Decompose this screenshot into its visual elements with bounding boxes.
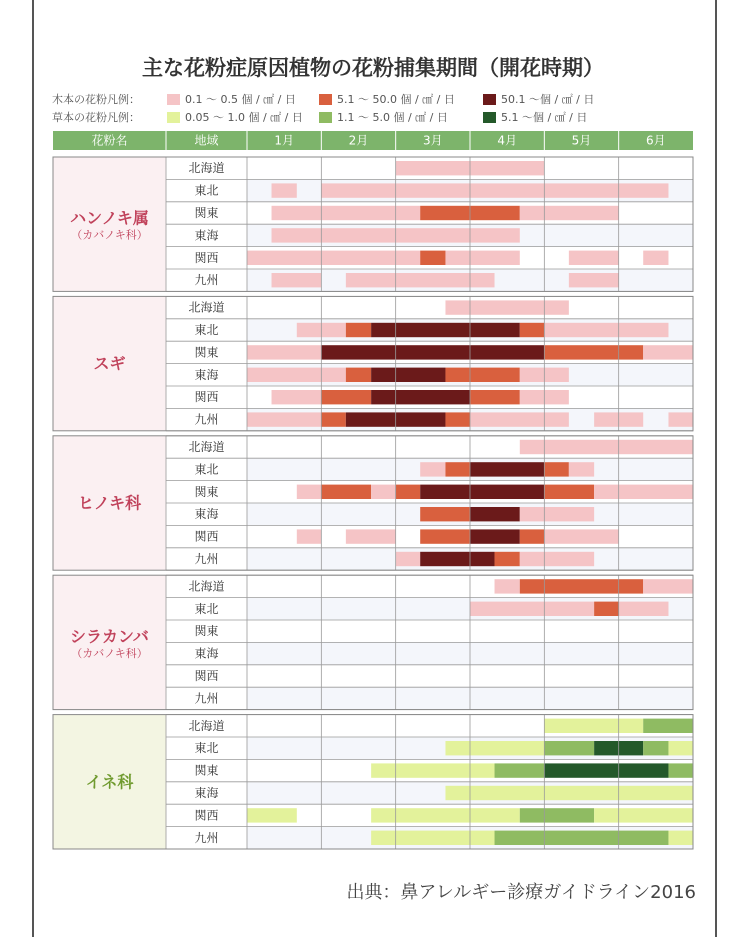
bar-level-1 [297, 529, 322, 543]
bar-level-2 [470, 390, 520, 404]
bar-level-1 [544, 529, 618, 543]
bar-level-1 [272, 183, 297, 197]
plant-subname: （カバノキ科） [71, 228, 148, 242]
source-citation: 出典：鼻アレルギー診療ガイドライン2016 [346, 882, 696, 903]
region-label: 北海道 [188, 440, 225, 454]
header-month: 6月 [646, 133, 666, 148]
bar-level-1 [371, 808, 520, 822]
bar-level-2 [396, 485, 421, 499]
region-label: 九州 [194, 273, 219, 288]
group-1 [53, 296, 693, 430]
bar-level-1 [272, 206, 421, 220]
bar-level-1 [619, 602, 669, 616]
region-label: 九州 [194, 412, 219, 427]
region-label: 関東 [194, 624, 219, 639]
bar-level-2 [420, 251, 445, 265]
bar-level-2 [520, 579, 643, 593]
region-label: 九州 [194, 691, 219, 706]
bar-level-3 [420, 552, 494, 566]
bar-level-1 [544, 323, 668, 337]
group-4 [53, 715, 693, 849]
bar-level-1 [668, 412, 693, 426]
bar-level-2 [445, 368, 519, 382]
region-label: 東海 [194, 367, 219, 382]
bar-level-3 [371, 390, 470, 404]
bar-level-2 [495, 831, 669, 845]
bar-level-2 [495, 552, 520, 566]
region-label: 関西 [194, 808, 219, 823]
bar-level-1 [247, 412, 321, 426]
bar-level-1 [371, 485, 396, 499]
plant-name: ハンノキ属 [70, 208, 149, 228]
group-2 [53, 436, 693, 570]
bar-level-1 [371, 763, 494, 777]
bar-level-1 [321, 183, 668, 197]
region-label: 東海 [194, 228, 219, 243]
tree-level-2-label: 5.1 ～ 50.0 個 / ㎠ / 日 [337, 93, 455, 106]
chart-title: 主な花粉症原因植物の花粉捕集期間（開花時期） [142, 56, 604, 80]
bar-level-1 [346, 529, 396, 543]
bar-level-1 [445, 300, 568, 314]
header-month: 5月 [571, 133, 592, 148]
bar-level-1 [396, 552, 421, 566]
bar-level-1 [520, 507, 594, 521]
bar-level-1 [297, 485, 322, 499]
bar-level-2 [321, 390, 371, 404]
region-label: 関東 [194, 206, 219, 220]
bar-level-2 [420, 529, 470, 543]
bar-level-1 [495, 579, 520, 593]
bar-level-1 [445, 786, 693, 800]
bar-level-2 [520, 808, 594, 822]
region-label: 九州 [194, 552, 219, 566]
header-bar [53, 131, 693, 150]
region-label: 関西 [194, 529, 219, 544]
bar-level-1 [247, 345, 321, 359]
bar-level-2 [346, 368, 371, 382]
bar-level-2 [544, 741, 594, 755]
region-label: 東北 [194, 601, 219, 616]
bar-level-2 [643, 741, 668, 755]
header-plant-col: 花粉名 [91, 133, 128, 148]
bar-level-3 [420, 485, 544, 499]
bar-level-3 [470, 507, 520, 521]
region-label: 東海 [194, 786, 219, 800]
bar-level-2 [321, 412, 346, 426]
bar-level-1 [544, 719, 643, 733]
region-label: 北海道 [188, 161, 225, 176]
bar-level-1 [668, 831, 693, 845]
bar-level-3 [544, 763, 668, 777]
group-0 [53, 157, 693, 291]
region-label: 北海道 [188, 579, 225, 594]
bar-level-1 [569, 251, 619, 265]
region-label: 関東 [194, 345, 219, 360]
bar-level-1 [668, 741, 693, 755]
header-month: 1月 [274, 133, 294, 148]
bar-level-2 [445, 462, 470, 476]
bar-level-1 [643, 251, 668, 265]
region-label: 東北 [194, 462, 219, 477]
bar-level-2 [643, 719, 693, 733]
plant-name: イネ科 [85, 772, 134, 792]
region-label: 東海 [194, 646, 219, 661]
region-label: 北海道 [188, 718, 225, 733]
bar-level-1 [272, 273, 322, 287]
region-label: 北海道 [188, 300, 225, 315]
region-label: 東北 [194, 183, 219, 198]
bar-level-2 [346, 323, 371, 337]
bar-level-1 [520, 440, 693, 454]
region-label: 九州 [194, 830, 219, 845]
group-3 [53, 575, 693, 709]
grass-level-2-label: 1.1 ～ 5.0 個 / ㎠ / 日 [337, 111, 448, 124]
bar-level-1 [520, 552, 594, 566]
bar-level-2 [544, 462, 569, 476]
region-label: 東北 [194, 741, 219, 756]
bar-level-1 [470, 602, 594, 616]
bar-level-1 [371, 831, 494, 845]
bar-level-3 [470, 462, 544, 476]
region-label: 関西 [194, 250, 219, 265]
bar-level-1 [470, 412, 569, 426]
region-label: 東海 [194, 507, 219, 522]
bar-level-3 [371, 368, 445, 382]
bar-level-1 [420, 462, 445, 476]
bar-level-1 [247, 808, 297, 822]
grass-legend-label: 草本の花粉凡例： [52, 111, 140, 124]
plant-name: シラカンバ [70, 626, 149, 646]
bar-level-1 [346, 273, 495, 287]
tree-legend-label: 木本の花粉凡例： [52, 93, 140, 106]
plant-name: ヒノキ科 [77, 493, 142, 513]
plant-subname: （カバノキ科） [71, 646, 148, 660]
bar-level-2 [544, 345, 643, 359]
bar-level-1 [594, 485, 693, 499]
bar-level-1 [643, 579, 693, 593]
region-label: 東北 [194, 323, 219, 337]
bar-level-2 [520, 323, 545, 337]
bar-level-3 [371, 323, 520, 337]
bar-level-2 [321, 485, 371, 499]
bar-level-1 [247, 251, 420, 265]
bar-level-2 [544, 485, 594, 499]
bar-level-2 [420, 507, 470, 521]
bar-level-2 [520, 529, 545, 543]
tree-level-3-label: 50.1 ～個 / ㎠ / 日 [501, 93, 595, 106]
header-month: 4月 [497, 133, 517, 148]
header-month: 2月 [348, 133, 369, 148]
header-month: 3月 [423, 133, 443, 148]
bar-level-1 [445, 741, 544, 755]
region-label: 関東 [194, 763, 219, 778]
bar-level-1 [520, 206, 619, 220]
region-label: 関東 [194, 484, 219, 499]
header-region-col: 地域 [194, 133, 219, 148]
grass-level-1-label: 0.05 ～ 1.0 個 / ㎠ / 日 [185, 111, 303, 124]
bar-level-2 [594, 602, 619, 616]
bar-level-3 [321, 345, 544, 359]
plant-name: スギ [93, 354, 126, 374]
grass-level-3-label: 5.1 ～個 / ㎠ / 日 [501, 111, 588, 124]
bar-level-1 [445, 251, 519, 265]
bar-level-1 [569, 273, 619, 287]
bar-level-1 [594, 808, 693, 822]
bar-level-1 [247, 368, 346, 382]
tree-level-1-label: 0.1 ～ 0.5 個 / ㎠ / 日 [185, 93, 296, 106]
bar-level-2 [445, 412, 470, 426]
bar-level-1 [272, 390, 322, 404]
bar-level-2 [668, 763, 693, 777]
region-label: 関西 [194, 669, 219, 683]
region-label: 関西 [194, 390, 219, 405]
bar-level-3 [470, 529, 520, 543]
bar-level-1 [569, 462, 594, 476]
bar-level-1 [643, 345, 693, 359]
bar-level-2 [495, 763, 545, 777]
